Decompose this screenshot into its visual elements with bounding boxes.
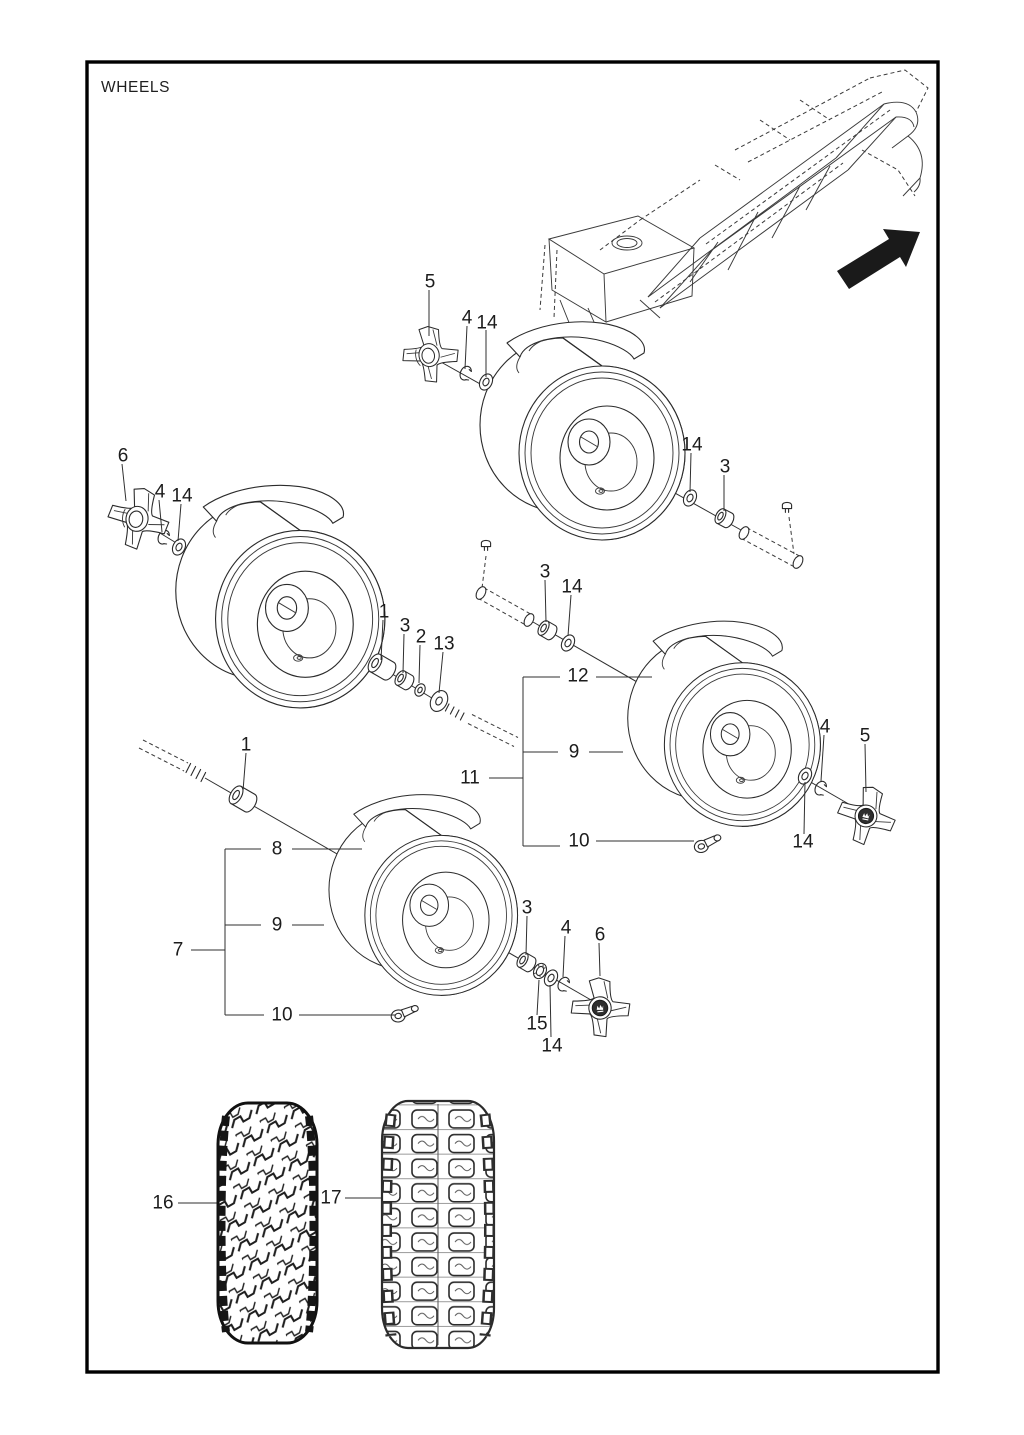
callout-label-15: 15: [526, 1013, 548, 1035]
callout-label-16: 16: [152, 1192, 174, 1214]
callout-label-2: 2: [415, 626, 427, 648]
callout-label-6: 6: [594, 924, 606, 946]
callout-label-9: 9: [271, 914, 283, 936]
callout-label-14: 14: [171, 485, 193, 507]
page-title: WHEELS: [101, 79, 171, 96]
part-hub-cap: [399, 323, 462, 386]
callout-label-3: 3: [399, 615, 411, 637]
tire-turf-tread: [218, 1103, 317, 1343]
callout-label-14: 14: [792, 831, 814, 853]
callout-label-3: 3: [521, 897, 533, 919]
callout-label-13: 13: [433, 633, 455, 655]
callout-label-17: 17: [320, 1187, 342, 1209]
callout-label-4: 4: [560, 917, 572, 939]
wheel-assembly-left: [104, 481, 518, 746]
callout-label-4: 4: [461, 307, 473, 329]
callout-label-14: 14: [476, 312, 498, 334]
callout-label-11: 11: [460, 767, 480, 789]
callout-label-14: 14: [541, 1035, 563, 1057]
part-bushing: [393, 669, 417, 692]
direction-arrow-icon: [837, 229, 920, 289]
callout-label-10: 10: [271, 1004, 293, 1026]
wheel-assembly-top: [399, 322, 805, 570]
part-washer: [413, 682, 428, 698]
callout-label-10: 10: [568, 830, 590, 852]
part-valve-stem: [390, 1005, 420, 1023]
callout-label-9: 9: [568, 741, 580, 763]
part-hub-cap: [833, 782, 900, 849]
callout-label-14: 14: [561, 576, 583, 598]
part-hub-cap: [568, 975, 633, 1040]
callout-label-8: 8: [271, 838, 283, 860]
wheel-assembly-right: [474, 540, 900, 853]
callout-label-4: 4: [819, 716, 831, 738]
callout-label-3: 3: [719, 456, 731, 478]
callout-label-7: 7: [172, 939, 184, 961]
chassis-frame-illustration: [540, 70, 928, 336]
callout-label-14: 14: [681, 434, 703, 456]
callout-label-6: 6: [117, 445, 129, 467]
callout-label-4: 4: [154, 481, 166, 503]
part-valve-stem: [693, 834, 723, 853]
callout-label-1: 1: [378, 601, 390, 623]
callout-label-5: 5: [859, 725, 871, 747]
part-bushing: [536, 619, 560, 642]
callout-label-12: 12: [567, 665, 589, 687]
tire-knobby-tread: [382, 1101, 494, 1348]
wheel-assembly-bottom: [139, 740, 633, 1040]
callout-label-1: 1: [240, 734, 252, 756]
callout-label-3: 3: [539, 561, 551, 583]
callout-label-5: 5: [424, 271, 436, 293]
